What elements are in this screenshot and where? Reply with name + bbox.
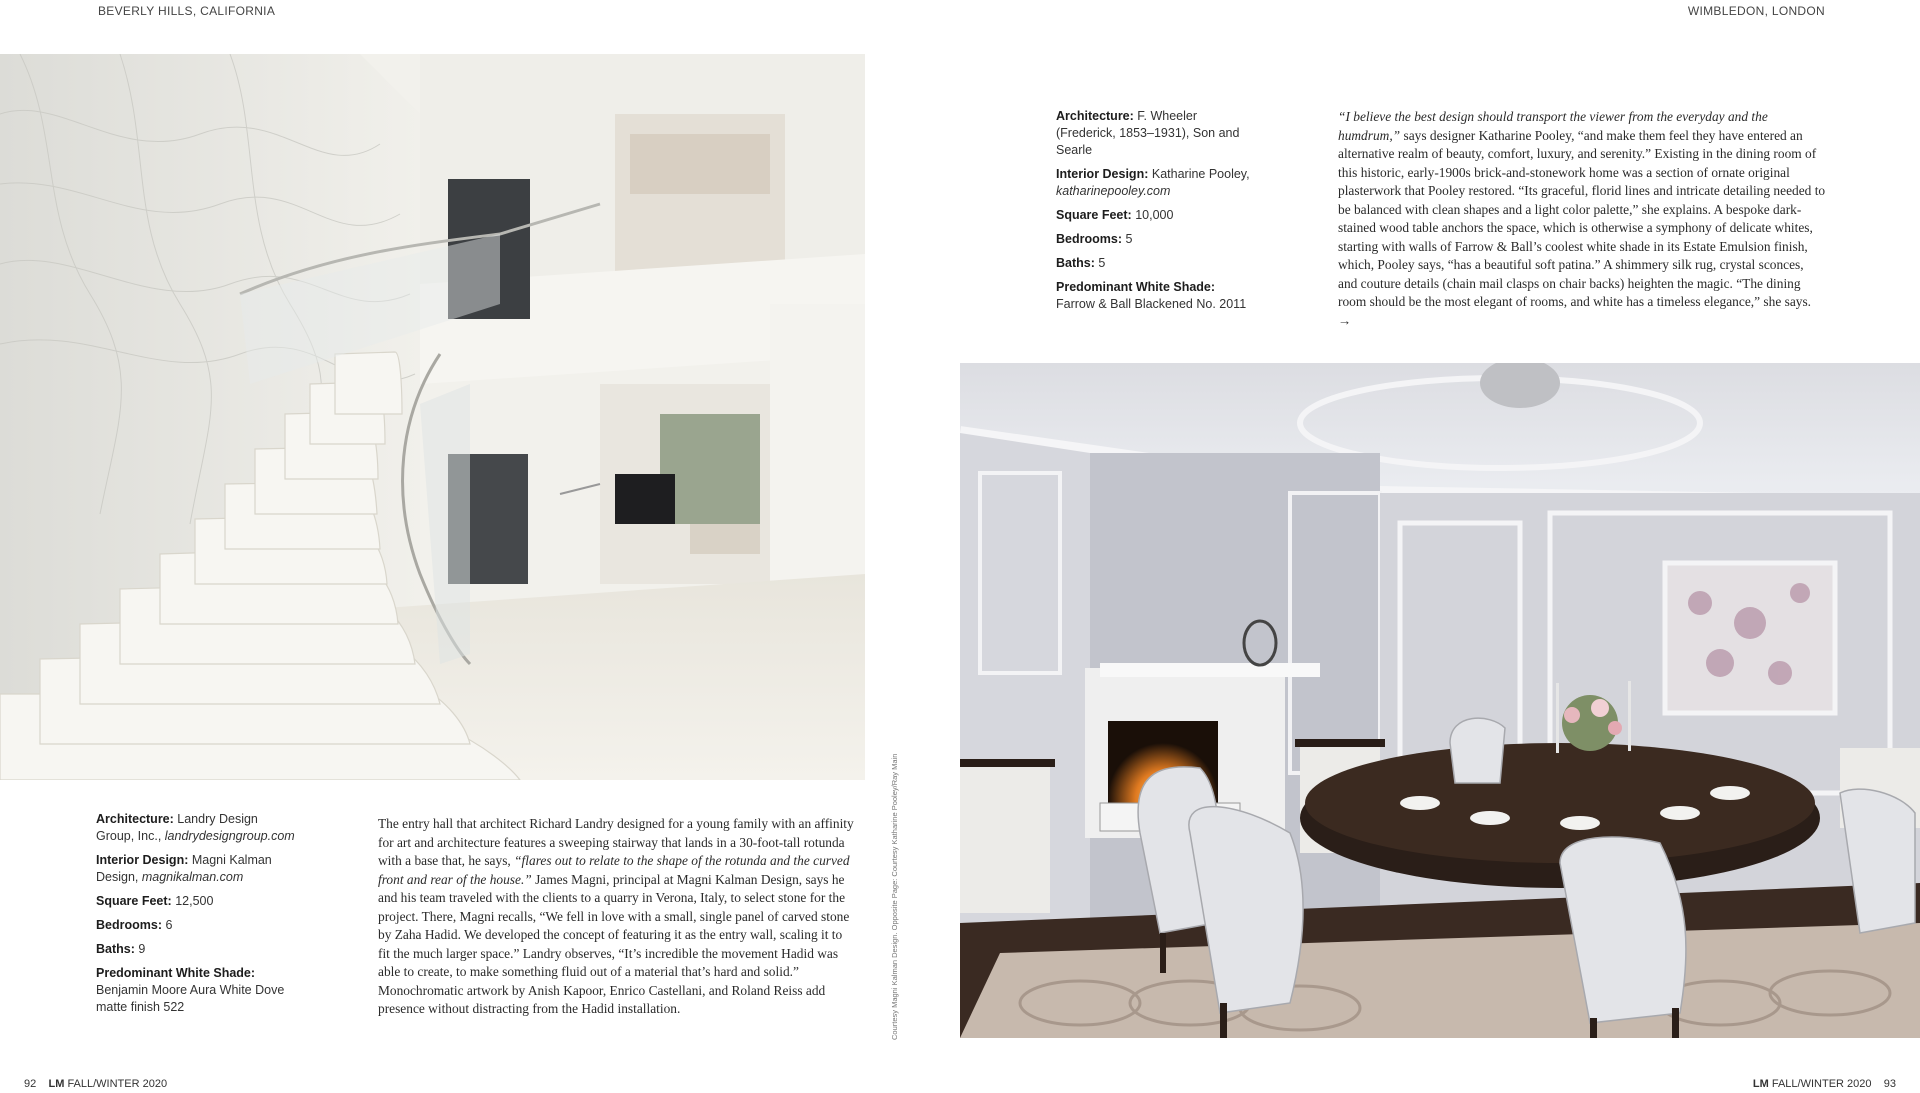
spec-value: 10,000 [1135, 208, 1174, 222]
magazine-logo: LM [1752, 1078, 1769, 1090]
spec-value: Landry Design Group, Inc., [96, 812, 258, 843]
spec-value: Farrow & Ball Blackened No. 2011 [1056, 297, 1247, 311]
right-body-copy [1338, 108, 1826, 330]
body-text: The entry hall that architect Richard Landry designed for a young family with an affinity for art and architecture features a sweeping stairway that lands in a 30-foot-tall rotunda with a base that, he says, [378, 816, 854, 868]
spec-value: 6 [165, 918, 173, 932]
pull-quote: “flares out to relate to the shape of the rotunda and the curved front and rear of the house.” [378, 853, 850, 887]
right-folio [1753, 1078, 1896, 1090]
spec-value: Magni Kalman Design, [96, 853, 272, 884]
spec-label: Interior Design: [96, 853, 189, 867]
spec-white-shade [96, 965, 296, 1016]
spec-bedrooms [96, 917, 296, 934]
spec-baths [96, 941, 296, 958]
staircase-photo [0, 54, 865, 780]
spec-square-feet [96, 893, 296, 910]
spec-label: Bedrooms: [1056, 232, 1122, 246]
issue-name: FALL/WINTER 2020 [1771, 1078, 1872, 1090]
pull-quote: “I believe the best design should transport the viewer from the everyday and the humdrum,” [1338, 109, 1768, 143]
spec-label: Architecture: [96, 812, 174, 826]
spec-value: 12,500 [175, 894, 214, 908]
spec-label: Interior Design: [1056, 167, 1149, 181]
spec-label: Baths: [1056, 256, 1095, 270]
spec-square-feet [1056, 207, 1256, 224]
spec-value: Benjamin Moore Aura White Dove matte finish 522 [96, 983, 285, 1014]
spec-interior-design [96, 852, 296, 886]
spec-value: 9 [138, 942, 146, 956]
spec-label: Predominant White Shade: [96, 966, 256, 980]
spec-value: Katharine Pooley, [1151, 167, 1250, 181]
left-running-head: BEVERLY HILLS, CALIFORNIA [98, 4, 276, 18]
left-body-copy [378, 815, 854, 1019]
spec-link: landrydesigngroup.com [164, 829, 295, 843]
spec-label: Predominant White Shade: [1056, 280, 1216, 294]
spec-label: Square Feet: [96, 894, 172, 908]
spec-label: Baths: [96, 942, 135, 956]
spec-value: 5 [1125, 232, 1133, 246]
spec-link: magnikalman.com [141, 870, 244, 884]
spec-architecture [96, 811, 296, 845]
spec-baths [1056, 255, 1256, 272]
spec-interior-design [1056, 166, 1256, 200]
spec-bedrooms [1056, 231, 1256, 248]
issue-name: FALL/WINTER 2020 [67, 1078, 168, 1090]
left-specs [96, 811, 296, 1023]
right-running-head: WIMBLEDON, LONDON [1687, 4, 1825, 18]
left-folio [24, 1078, 167, 1090]
page-number: 93 [1883, 1078, 1896, 1090]
magazine-logo: LM [48, 1078, 65, 1090]
spec-label: Bedrooms: [96, 918, 162, 932]
body-text: says designer Katharine Pooley, “and make them feel they have entered an alternative realm of beauty, comfort, luxury, and serenity.” Existing in the dining room of this historic, early-1900s brick-and-stonework home was a section of ornate original plasterwork that Pooley restored. “Its graceful, florid lines and intricate detailing needed to be balanced with clean shapes and a light color palette,” she explains. A bespoke dark-stained wood table anchors the space, which is otherwise a symphony of delicate whites, starting with walls of Farrow & Ball’s coolest white shade in its Estate Emulsion finish, which, Pooley says, “has a beautiful soft patina.” A shimmery silk rug, crystal sconces, and couture details (chain mail clasps on chair backs) heighten the magic. “The dining room should be the most elegant of rooms, and white has a timeless elegance,” she says. → [1338, 127, 1826, 328]
spec-white-shade [1056, 279, 1256, 313]
page-number: 92 [24, 1078, 37, 1090]
spec-value: 5 [1098, 256, 1106, 270]
spec-label: Architecture: [1056, 109, 1134, 123]
right-specs [1056, 108, 1256, 320]
spec-architecture [1056, 108, 1256, 159]
photo-credit: Courtesy Magni Kalman Design. Opposite Page: Courtesy Katharine Pooley/Ray Main [890, 753, 899, 1040]
spec-link: katharinepooley.com [1056, 184, 1171, 198]
spec-label: Square Feet: [1056, 208, 1132, 222]
dining-room-photo [960, 363, 1920, 1038]
body-text: James Magni, principal at Magni Kalman Design, says he and his team traveled with the clients to a quarry in Verona, Italy, to select stone for the project. There, Magni recalls, “We fell in love with a small, single panel of carved stone by Zaha Hadid. We developed the concept of featuring it as the entry wall, scaling it to fit the much larger space.” Landry observes, “It’s incredible the movement Hadid was able to create, to make something fluid out of a material that’s hard and solid.” Monochromatic artwork by Anish Kapoor, Enrico Castellani, and Roland Reiss add presence without distracting from the Hadid installation. [378, 871, 850, 1016]
spec-value: F. Wheeler (Frederick, 1853–1931), Son and Searle [1056, 109, 1240, 157]
